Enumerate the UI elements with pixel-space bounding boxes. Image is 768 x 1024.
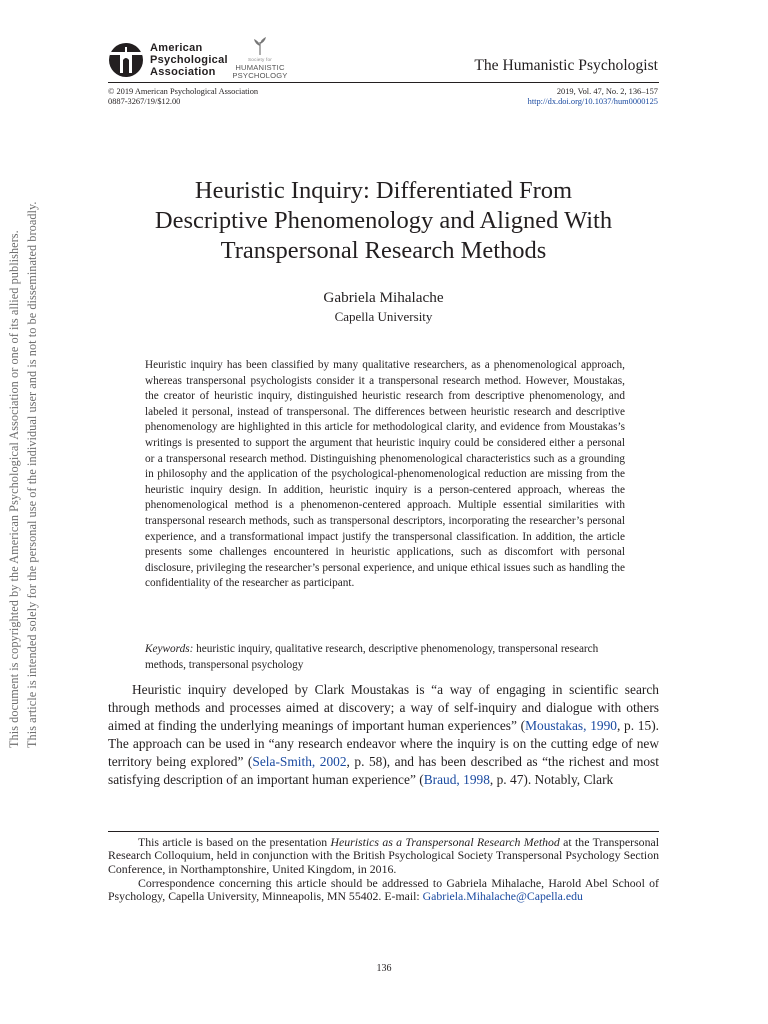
footnote-text: at the Transpersonal Research Colloquium, held in conjunction with the British Psychological Society Transpersonal Psychology Section Conference, in Northamptonshire, United Kingdom, in 2016.	[108, 835, 659, 876]
title-line: Descriptive Phenomenology and Aligned With	[154, 207, 613, 234]
article-title	[108, 176, 659, 266]
copyright-line: © 2019 American Psychological Association	[108, 87, 259, 96]
keywords	[145, 642, 625, 673]
apa-logo-text	[150, 42, 228, 78]
author-email-link[interactable]: Gabriela.Mihalache@Capella.edu	[422, 889, 583, 904]
author-name: Gabriela Mihalache	[323, 289, 444, 306]
apa-logo	[108, 42, 338, 82]
copyright-notice-line2: This article is intended solely for the personal use of the individual user and is not to be disseminated broadly.	[25, 201, 39, 748]
apa-logo-line1: American	[150, 42, 203, 54]
publication-meta-right	[528, 87, 658, 107]
abstract: Heuristic inquiry has been classified by many qualitative researchers, as a phenomenological approach, whereas transpersonal psychologists consider it a transpersonal research method. However, Moustakas, the creator of heuristic inquiry, distinguished heuristic research from descriptive phenomenology, and labeled it personal, instead of transpersonal. The differences between heuristic research and descriptive phenomenology are highlighted in this article for methodological clarity, and evidence from Moustakas’s writings is presented to support the argument that heuristic inquiry could be considered either a personal or a transpersonal research method. Distinguishing phenomenological characteristics such as a grounding in philosophy and the application of the psychological-phenomenological reduction are missing from the heuristic inquiry design. In addition, heuristic inquiry is a person-centered approach, whereas the phenomenological method is a phenomenon-centered approach. Multiple essential similarities with transpersonal research methods, such as transpersonal descriptors, incorporating the researcher’s personal experience, and a transformational impact justify the transpersonal classification. In addition, the article presents some challenges encountered in heuristic applications, such as discomfort with personal disclosure, privileging the researcher’s personal experience, and unique ethical issues such as handling the confidentiality of the researcher as participant.	[145, 359, 625, 590]
citation-link-braud[interactable]: Braud, 1998	[423, 772, 490, 787]
plant-icon	[250, 36, 270, 56]
footnote-rule	[108, 831, 659, 832]
body-text-segment: , p. 58), and has been described as “the richest and most satisfying description of an important human experience” (	[108, 754, 659, 787]
body-text-segment: , p. 47). Notably, Clark	[489, 772, 614, 787]
volume-line: 2019, Vol. 47, No. 2, 136–157	[556, 87, 658, 96]
footnote-correspondence	[108, 877, 659, 904]
copyright-notice-line1: This document is copyrighted by the American Psychological Association or one of its allied publishers.	[7, 230, 21, 748]
page-number: 136	[376, 963, 392, 974]
shp-logo-tiny: Society for	[248, 57, 272, 62]
title-line: Transpersonal Research Methods	[220, 237, 547, 264]
author-affiliation: Capella University	[334, 309, 433, 324]
keywords-label: Keywords:	[145, 643, 194, 655]
footnote-presentation	[108, 836, 659, 876]
shp-logo	[230, 36, 290, 78]
journal-name: The Humanistic Psychologist	[474, 57, 658, 74]
issn-line: 0887-3267/19/$12.00	[108, 97, 181, 106]
title-line: Heuristic Inquiry: Differentiated From	[194, 177, 573, 204]
shp-logo-line1: HUMANISTIC	[235, 63, 285, 72]
footnote-text: Correspondence concerning this article should be addressed to Gabriela Mihalache, Harold Abel School of Psychology, Capella University, Minneapolis, MN 55402. E-mail:	[108, 876, 659, 904]
footnote-italic-title: Heuristics as a Transpersonal Research Method	[330, 835, 560, 849]
body-text-segment: Heuristic inquiry developed by Clark Moustakas is “a way of engaging in scientific search through methods and processes aimed at discovery; a way of self-inquiry and dialogue with others aimed at finding the underlying meanings of important human experiences” (	[108, 682, 659, 733]
citation-link-sela-smith[interactable]: Sela-Smith, 2002	[252, 754, 347, 769]
keywords-list: heuristic inquiry, qualitative research, descriptive phenomenology, transpersonal research methods, transpersonal psychology	[145, 643, 599, 671]
apa-logo-line2: Psychological	[150, 54, 228, 66]
apa-logo-line3: Association	[150, 66, 216, 78]
citation-link-moustakas[interactable]: Moustakas, 1990	[525, 718, 617, 733]
apa-emblem-icon	[108, 42, 144, 78]
doi-link[interactable]: http://dx.doi.org/10.1037/hum0000125	[527, 97, 658, 106]
header-rule	[108, 82, 659, 83]
shp-logo-line2: PSYCHOLOGY	[232, 71, 288, 80]
body-text-segment: , p. 15). The approach can be used in “any research endeavor where the inquiry is on the cutting edge of new territory being explored” (	[108, 718, 660, 769]
body-paragraph	[108, 681, 659, 789]
footnote-text: This article is based on the presentation	[138, 835, 331, 849]
publication-meta-left	[108, 87, 258, 107]
